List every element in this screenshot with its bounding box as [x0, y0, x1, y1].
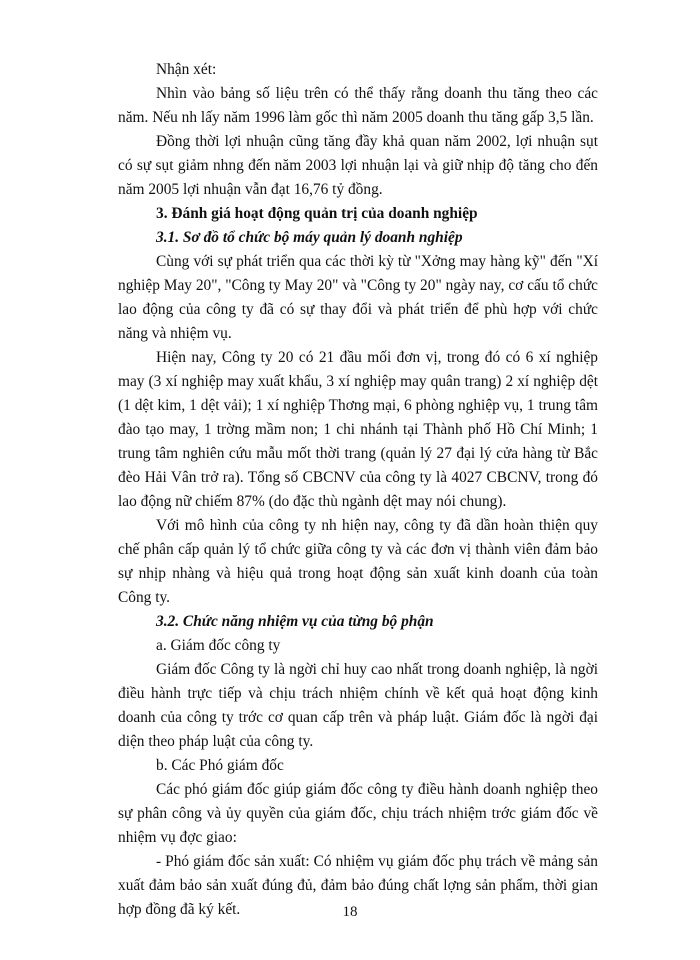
section-heading-3: 3. Đánh giá hoạt động quản trị của doanh nghiệp	[156, 205, 478, 222]
item-director-label: a. Giám đốc công ty	[156, 637, 281, 654]
paragraph-production-deputy: - Phó giám đốc sản xuất: Có nhiệm vụ giám đốc phụ trách về mảng sản xuất đảm bảo sản xuất đúng đủ, đảm bảo đúng chất lợng sản phẩm, thời gian hợp đồng đã ký kết.	[118, 853, 598, 918]
paragraph-director-role: Giám đốc Công ty là ngời chỉ huy cao nhất trong doanh nghiệp, là ngời điều hành trực tiếp và chịu trách nhiệm chính về kết quả hoạt động kinh doanh của công ty trớc cơ quan cấp trên và pháp luật. Giám đốc là ngời đại diện theo pháp luật của công ty.	[118, 661, 598, 750]
paragraph-profit-remark: Đồng thời lợi nhuận cũng tăng đầy khả quan năm 2002, lợi nhuận sụt có sự sụt giảm nhng đến năm 2003 lợi nhuận lại và giữ nhịp độ tăng cho đến năm 2005 lợi nhuận vẫn đạt 16,76 tỷ đồng.	[118, 133, 598, 198]
paragraph-org-history: Cùng với sự phát triển qua các thời kỳ từ "Xởng may hàng kỹ" đến "Xí nghiệp May 20", "Công ty May 20" và "Công ty 20" ngày nay, cơ cấu tổ chức lao động của công ty đã có sự thay đổi và phát triển để phù hợp với chức năng và nhiệm vụ.	[118, 253, 598, 342]
paragraph-revenue-remark: Nhìn vào bảng số liệu trên có thể thấy rằng doanh thu tăng theo các năm. Nếu nh lấy năm 1996 làm gốc thì năm 2005 doanh thu tăng gấp 3,5 lần.	[118, 85, 598, 126]
item-deputy-directors-label: b. Các Phó giám đốc	[156, 757, 284, 774]
page-number: 18	[342, 904, 358, 920]
subsection-heading-3-2: 3.2. Chức năng nhiệm vụ của từng bộ phận	[156, 613, 434, 630]
paragraph-org-model: Với mô hình của công ty nh hiện nay, công ty đã dần hoàn thiện quy chế phân cấp quản lý tổ chức giữa công ty và các đơn vị thành viên đảm bảo sự nhịp nhàng và hiệu quả trong hoạt động sản xuất kinh doanh của toàn Công ty.	[118, 517, 598, 606]
paragraph-remark-label: Nhận xét:	[156, 61, 217, 78]
subsection-heading-3-1: 3.1. Sơ đồ tổ chức bộ máy quản lý doanh nghiệp	[156, 229, 463, 246]
paragraph-org-units: Hiện nay, Công ty 20 có 21 đầu mối đơn vị, trong đó có 6 xí nghiệp may (3 xí nghiệp may xuất khẩu, 3 xí nghiệp may quân trang) 2 xí nghiệp dệt (1 dệt kim, 1 dệt vải); 1 xí nghiệp Thơng mại, 6 phòng nghiệp vụ, 1 trung tâm đào tạo may, 1 trờng mầm non; 1 chi nhánh tại Thành phố Hồ Chí Minh; 1 trung tâm nghiên cứu mẫu mốt thời trang (quản lý 27 đại lý cửa hàng từ Bắc đèo Hải Vân trở ra). Tổng số CBCNV của công ty là 4027 CBCNV, trong đó lao động nữ chiếm 87% (do đặc thù ngành dệt may nói chung).	[118, 349, 598, 510]
paragraph-deputy-directors-role: Các phó giám đốc giúp giám đốc công ty điều hành doanh nghiệp theo sự phân công và ủy quyền của giám đốc, chịu trách nhiệm trớc giám đốc về nhiệm vụ đợc giao:	[118, 781, 598, 846]
page-content	[118, 58, 598, 922]
